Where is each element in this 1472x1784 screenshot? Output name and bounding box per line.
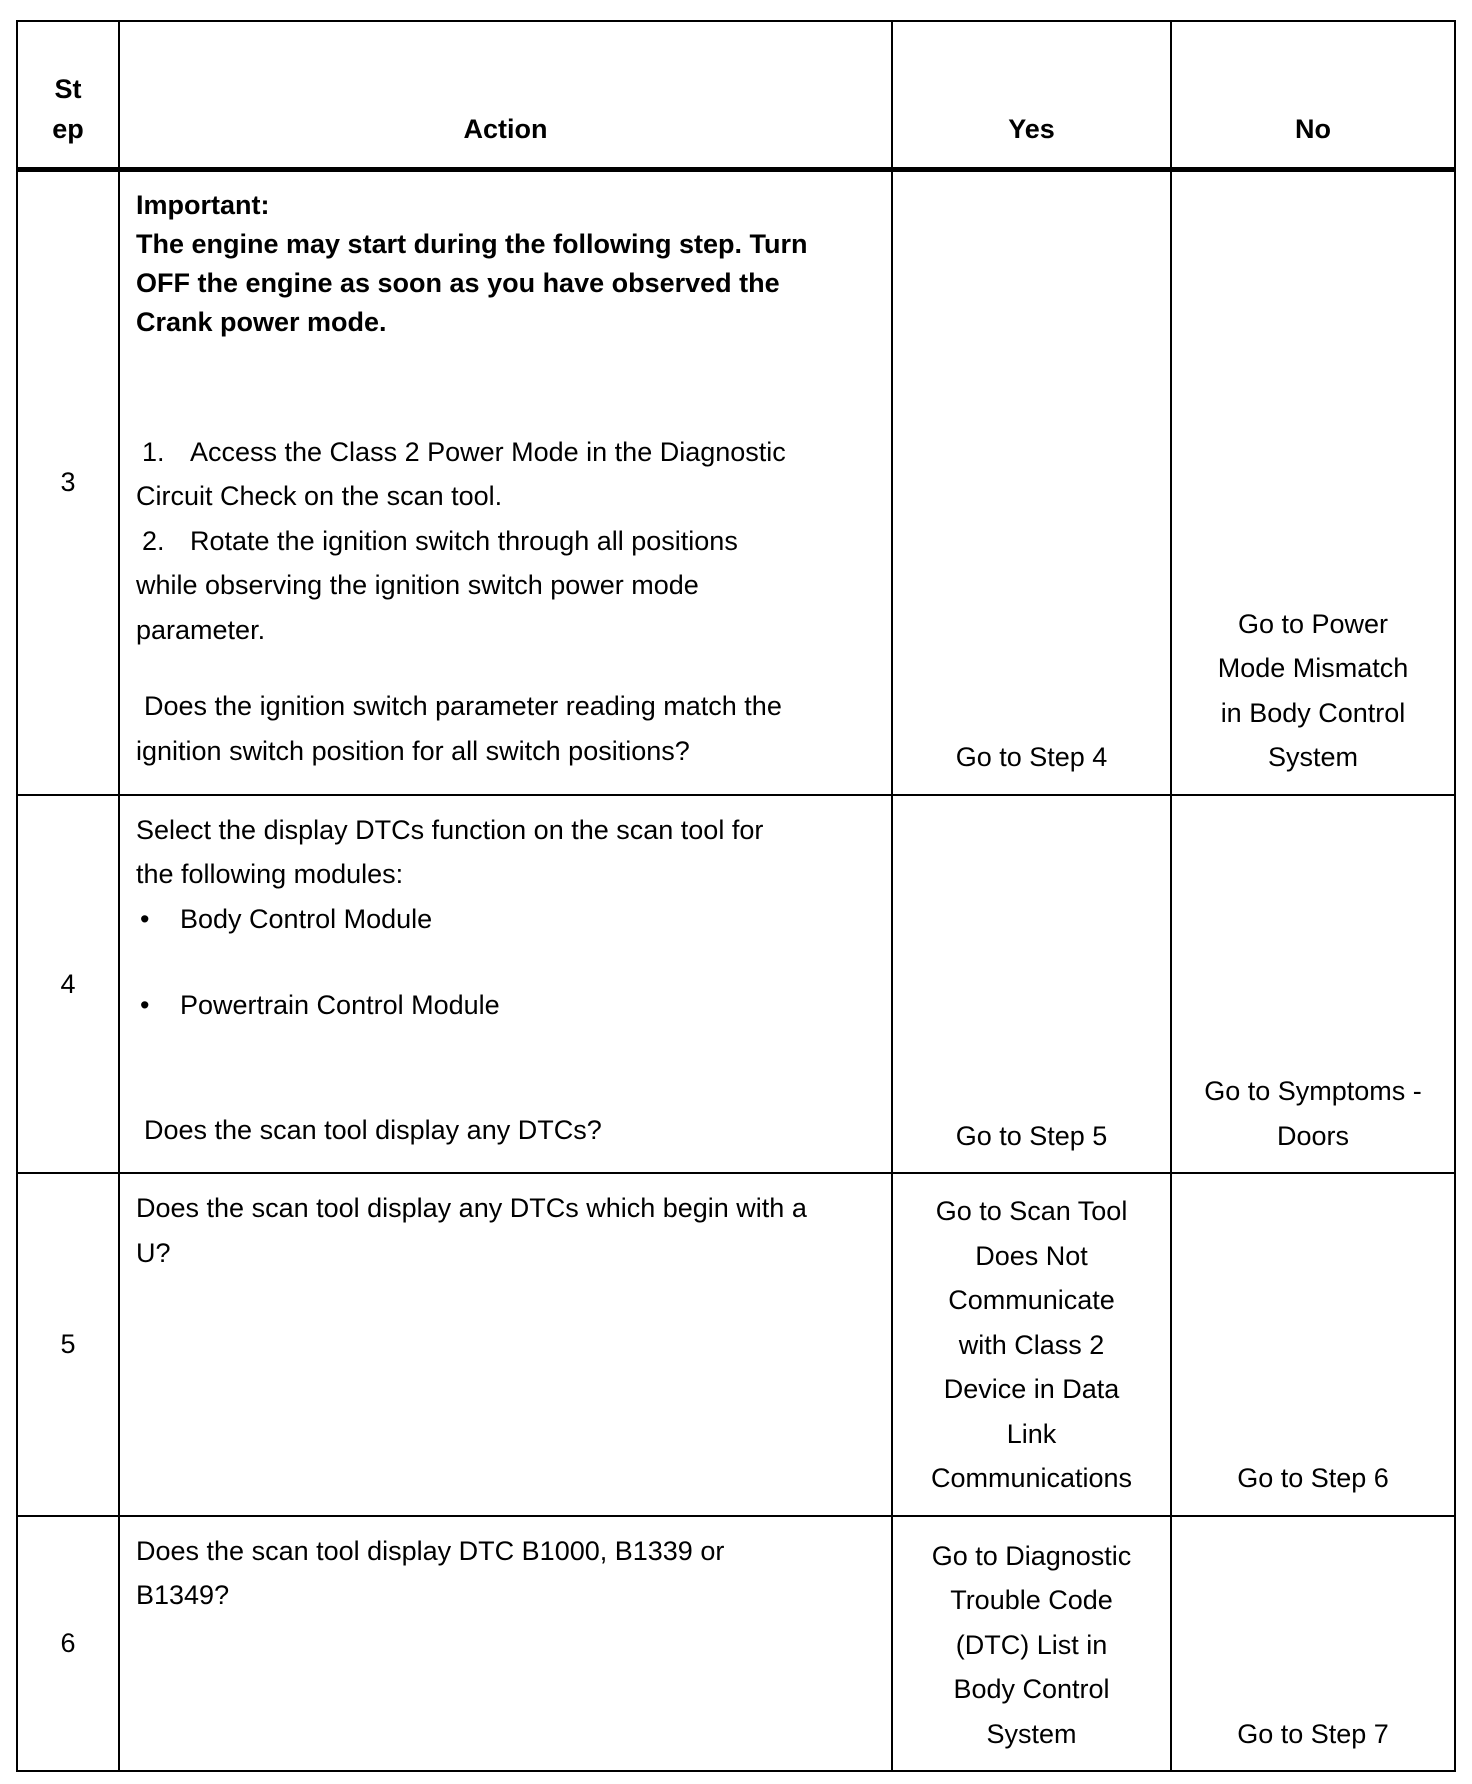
no-text-line: Go to Power (1237, 608, 1389, 639)
action-cell (119, 1516, 892, 1771)
bullet-text: Powertrain Control Module (180, 990, 500, 1021)
step-2-number: 2. (142, 525, 165, 556)
step-1-text-line: Circuit Check on the scan tool. (136, 481, 503, 511)
header-no: No (1171, 21, 1455, 169)
yes-text-line: Body Control (953, 1674, 1110, 1704)
step-number: 4 (17, 795, 119, 1173)
bullet-text: Body Control Module (180, 903, 433, 934)
action-cell (119, 1173, 892, 1515)
step-1-text-line: Access the Class 2 Power Mode in the Diagnostic (190, 436, 786, 467)
yes-text-line: Communications (930, 1463, 1133, 1494)
diagnostic-table (16, 20, 1456, 1772)
bullet-marker: • (140, 903, 150, 934)
bullet-item (136, 897, 851, 942)
yes-text-line: Go to Step 5 (955, 1120, 1108, 1151)
important-note (136, 186, 851, 342)
table-row-step-5 (17, 1173, 1455, 1515)
important-text-line: Crank power mode. (136, 306, 387, 337)
yes-text-line: Trouble Code (950, 1585, 1113, 1615)
header-step-line1: St (54, 73, 82, 104)
yes-text-line: Go to Step 4 (955, 742, 1108, 773)
yes-cell (892, 1173, 1171, 1515)
no-text-line: Go to Symptoms - (1204, 1076, 1422, 1107)
yes-text-line: Go to Diagnostic (931, 1540, 1132, 1571)
yes-cell (892, 169, 1171, 795)
step-1-number: 1. (142, 436, 165, 467)
no-cell (1171, 1516, 1455, 1771)
table-header (17, 21, 1455, 169)
no-cell (1171, 169, 1455, 795)
yes-cell (892, 795, 1171, 1173)
yes-cell (892, 1516, 1171, 1771)
question-line: U? (136, 1237, 171, 1268)
question (136, 684, 851, 773)
step-number: 6 (17, 1516, 119, 1771)
header-step-line2: ep (52, 113, 84, 144)
yes-text-line: Device in Data (943, 1374, 1120, 1405)
action-cell (119, 795, 892, 1173)
no-cell (1171, 795, 1455, 1173)
no-text-line: in Body Control (1220, 697, 1406, 728)
no-text-line: Doors (1276, 1120, 1350, 1151)
yes-text-line: System (986, 1718, 1077, 1749)
numbered-step-2 (136, 519, 851, 653)
yes-text-line: Go to Scan Tool (935, 1196, 1128, 1227)
step-number: 3 (17, 169, 119, 795)
question-line: Does the scan tool display any DTCs which begin with a (136, 1193, 807, 1224)
important-label: Important: (136, 189, 270, 220)
important-text-line: OFF the engine as soon as you have observed the (136, 267, 780, 298)
question-line: ignition switch position for all switch positions? (136, 735, 690, 766)
yes-text-line: Communicate (948, 1285, 1115, 1316)
table-row-step-4 (17, 795, 1455, 1173)
step-number: 5 (17, 1173, 119, 1515)
table-row-step-3 (17, 169, 1455, 795)
header-yes: Yes (892, 21, 1171, 169)
no-text-line: Mode Mismatch (1217, 653, 1409, 684)
no-text-line: Go to Step 6 (1237, 1463, 1389, 1494)
intro-line: the following modules: (136, 859, 404, 890)
question-line: Does the scan tool display DTC B1000, B1339 or (136, 1535, 725, 1566)
question-line: Does the scan tool display any DTCs? (144, 1114, 602, 1145)
action-cell (119, 169, 892, 795)
numbered-step-1 (136, 430, 851, 519)
yes-text-line: (DTC) List in (955, 1629, 1108, 1660)
step-2-text-line: parameter. (136, 614, 266, 645)
bullet-item (136, 983, 851, 1028)
header-action: Action (119, 21, 892, 169)
step-2-text-line: Rotate the ignition switch through all positions (190, 525, 738, 556)
no-cell (1171, 1173, 1455, 1515)
header-step (17, 21, 119, 169)
table-row-step-6 (17, 1516, 1455, 1771)
no-text-line: Go to Step 7 (1237, 1718, 1389, 1749)
yes-text-line: with Class 2 (958, 1329, 1105, 1360)
yes-text-line: Link (1006, 1418, 1057, 1449)
bullet-marker: • (140, 990, 150, 1021)
yes-text-line: Does Not (975, 1240, 1088, 1271)
step-2-text-line: while observing the ignition switch power mode (136, 570, 699, 600)
intro-line: Select the display DTCs function on the scan tool for (136, 814, 764, 845)
question-line: B1349? (136, 1580, 230, 1611)
question-line: Does the ignition switch parameter reading match the (144, 691, 782, 721)
no-text-line: System (1267, 742, 1359, 773)
important-text-line: The engine may start during the following step. Turn (136, 228, 808, 259)
